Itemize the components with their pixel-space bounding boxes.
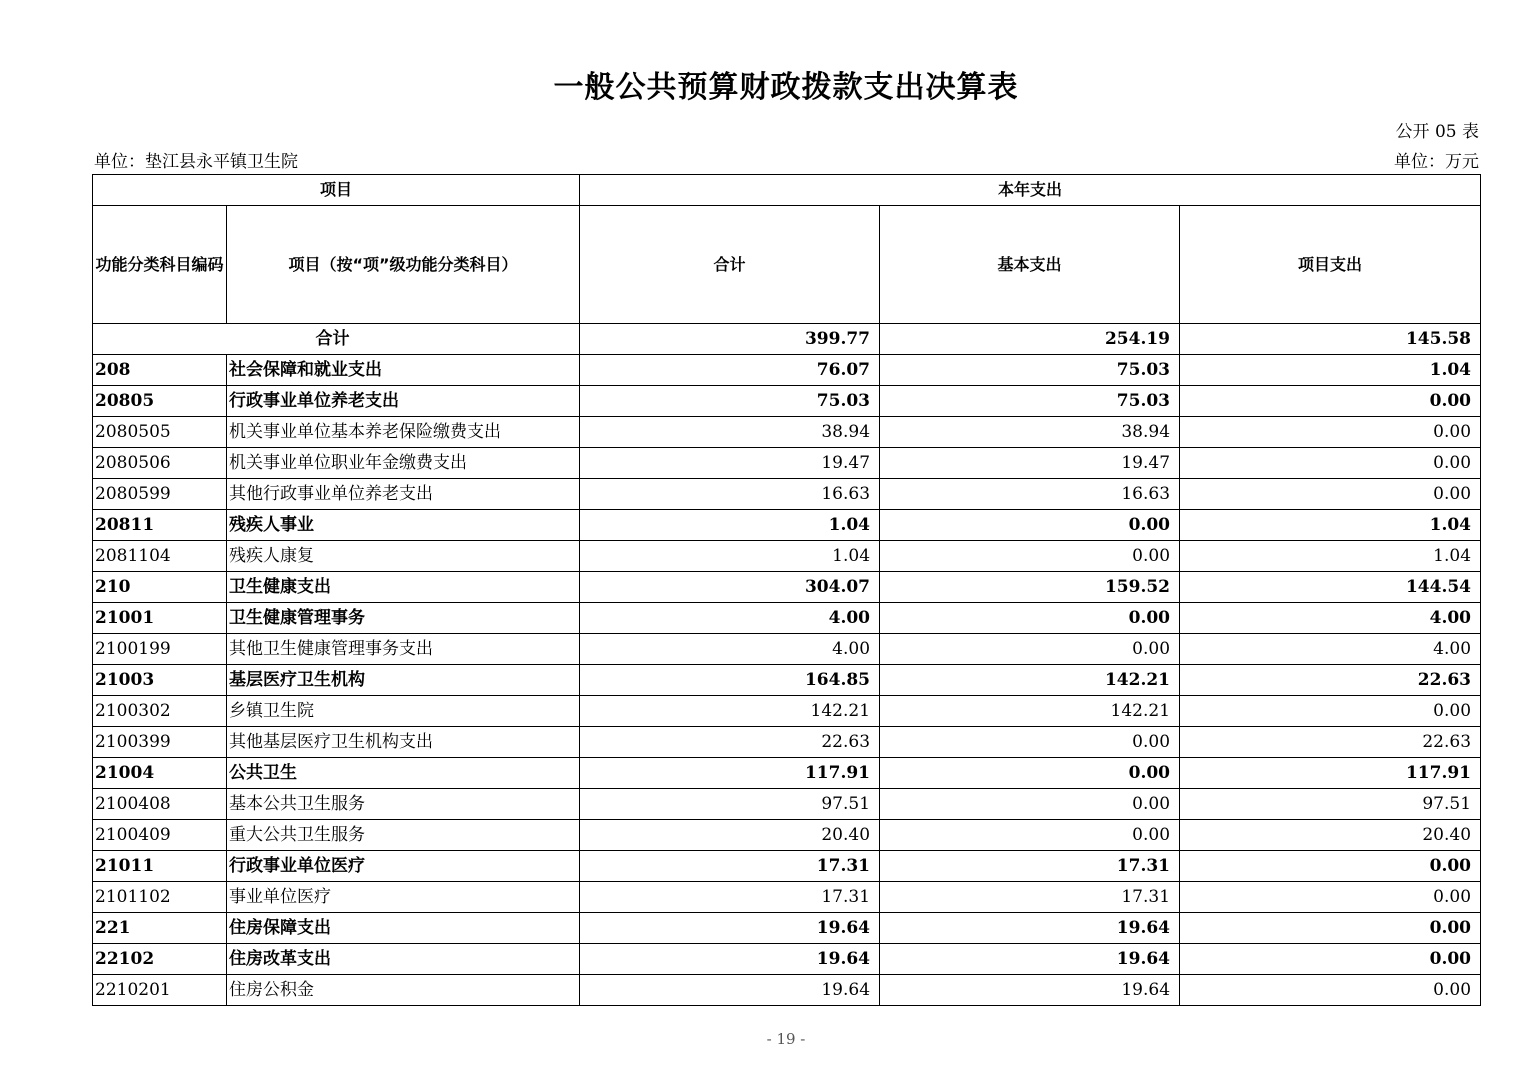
- row-name: 卫生健康管理事务: [227, 603, 580, 634]
- row-name: 残疾人事业: [227, 510, 580, 541]
- row-project: 4.00: [1180, 634, 1481, 665]
- row-total: 19.64: [580, 975, 880, 1006]
- row-total: 20.40: [580, 820, 880, 851]
- table-row: [93, 603, 1481, 634]
- row-total: 19.64: [580, 913, 880, 944]
- row-total: 304.07: [580, 572, 880, 603]
- table-row: [93, 820, 1481, 851]
- row-name: 基层医疗卫生机构: [227, 665, 580, 696]
- row-total: 97.51: [580, 789, 880, 820]
- row-name: 机关事业单位职业年金缴费支出: [227, 448, 580, 479]
- row-project: 0.00: [1180, 417, 1481, 448]
- table-row: [93, 913, 1481, 944]
- row-basic: 0.00: [880, 727, 1180, 758]
- row-total: 164.85: [580, 665, 880, 696]
- row-name: 基本公共卫生服务: [227, 789, 580, 820]
- row-total: 4.00: [580, 634, 880, 665]
- table-row: [93, 851, 1481, 882]
- row-code: 20811: [93, 510, 227, 541]
- row-project: 1.04: [1180, 510, 1481, 541]
- row-project: 117.91: [1180, 758, 1481, 789]
- row-code: 2101102: [93, 882, 227, 913]
- row-total: 76.07: [580, 355, 880, 386]
- row-total: 1.04: [580, 510, 880, 541]
- row-name: 重大公共卫生服务: [227, 820, 580, 851]
- row-project: 144.54: [1180, 572, 1481, 603]
- row-project: 0.00: [1180, 913, 1481, 944]
- row-basic: 19.64: [880, 913, 1180, 944]
- row-name: 行政事业单位养老支出: [227, 386, 580, 417]
- header-total: 合计: [580, 206, 880, 324]
- row-total: 16.63: [580, 479, 880, 510]
- row-project: 0.00: [1180, 944, 1481, 975]
- row-code: 2080505: [93, 417, 227, 448]
- row-name: 乡镇卫生院: [227, 696, 580, 727]
- table-row: [93, 417, 1481, 448]
- row-basic: 0.00: [880, 510, 1180, 541]
- row-project: 0.00: [1180, 448, 1481, 479]
- row-basic: 75.03: [880, 386, 1180, 417]
- row-code: 21003: [93, 665, 227, 696]
- row-basic: 0.00: [880, 758, 1180, 789]
- row-name: 事业单位医疗: [227, 882, 580, 913]
- row-code: 21004: [93, 758, 227, 789]
- row-project: 1.04: [1180, 355, 1481, 386]
- row-total: 4.00: [580, 603, 880, 634]
- row-name: 社会保障和就业支出: [227, 355, 580, 386]
- header-project: 项目: [93, 175, 580, 206]
- table-row: [93, 355, 1481, 386]
- page-number: - 19 -: [766, 1030, 806, 1048]
- budget-table: [92, 174, 1481, 1006]
- header-code: 功能分类科目编码: [93, 206, 227, 324]
- row-code: 2100409: [93, 820, 227, 851]
- row-total: 38.94: [580, 417, 880, 448]
- unit-organization: 单位：垫江县永平镇卫生院: [94, 152, 298, 172]
- row-project: 0.00: [1180, 851, 1481, 882]
- row-total: 142.21: [580, 696, 880, 727]
- table-row: [93, 634, 1481, 665]
- row-total: 22.63: [580, 727, 880, 758]
- total-row: [93, 324, 1481, 355]
- row-project: 0.00: [1180, 386, 1481, 417]
- total-project: 145.58: [1180, 324, 1481, 355]
- table-row: [93, 727, 1481, 758]
- row-code: 21011: [93, 851, 227, 882]
- table-row: [93, 510, 1481, 541]
- row-name: 住房改革支出: [227, 944, 580, 975]
- row-total: 17.31: [580, 851, 880, 882]
- row-project: 97.51: [1180, 789, 1481, 820]
- row-code: 210: [93, 572, 227, 603]
- row-code: 2080506: [93, 448, 227, 479]
- row-basic: 19.64: [880, 975, 1180, 1006]
- row-project: 1.04: [1180, 541, 1481, 572]
- table-row: [93, 665, 1481, 696]
- table-row: [93, 479, 1481, 510]
- total-sum: 399.77: [580, 324, 880, 355]
- table-row: [93, 696, 1481, 727]
- table-row: [93, 448, 1481, 479]
- row-code: 208: [93, 355, 227, 386]
- row-basic: 16.63: [880, 479, 1180, 510]
- table-body: [93, 324, 1481, 1006]
- row-code: 2081104: [93, 541, 227, 572]
- row-basic: 0.00: [880, 789, 1180, 820]
- row-total: 17.31: [580, 882, 880, 913]
- row-code: 21001: [93, 603, 227, 634]
- row-code: 22102: [93, 944, 227, 975]
- header-row-2: [93, 206, 1481, 324]
- row-total: 19.64: [580, 944, 880, 975]
- row-project: 22.63: [1180, 665, 1481, 696]
- page-title: 一般公共预算财政拨款支出决算表: [553, 70, 1019, 105]
- row-code: 2080599: [93, 479, 227, 510]
- table-row: [93, 386, 1481, 417]
- row-name: 机关事业单位基本养老保险缴费支出: [227, 417, 580, 448]
- form-code: 公开 05 表: [1395, 122, 1479, 142]
- header-basic: 基本支出: [880, 206, 1180, 324]
- total-label: 合计: [93, 324, 580, 355]
- row-basic: 75.03: [880, 355, 1180, 386]
- row-code: 2100302: [93, 696, 227, 727]
- header-project-expense: 项目支出: [1180, 206, 1481, 324]
- row-code: 2100408: [93, 789, 227, 820]
- table-row: [93, 572, 1481, 603]
- row-name: 其他卫生健康管理事务支出: [227, 634, 580, 665]
- row-name: 残疾人康复: [227, 541, 580, 572]
- row-project: 0.00: [1180, 975, 1481, 1006]
- row-code: 2100199: [93, 634, 227, 665]
- row-basic: 0.00: [880, 603, 1180, 634]
- header-name: 项目（按“项”级功能分类科目）: [227, 206, 580, 324]
- row-code: 2210201: [93, 975, 227, 1006]
- row-name: 公共卫生: [227, 758, 580, 789]
- row-code: 20805: [93, 386, 227, 417]
- table-row: [93, 758, 1481, 789]
- row-basic: 142.21: [880, 696, 1180, 727]
- row-code: 221: [93, 913, 227, 944]
- row-basic: 142.21: [880, 665, 1180, 696]
- row-basic: 17.31: [880, 851, 1180, 882]
- row-basic: 19.64: [880, 944, 1180, 975]
- row-basic: 0.00: [880, 820, 1180, 851]
- row-project: 0.00: [1180, 696, 1481, 727]
- row-code: 2100399: [93, 727, 227, 758]
- row-total: 117.91: [580, 758, 880, 789]
- table-row: [93, 789, 1481, 820]
- row-total: 1.04: [580, 541, 880, 572]
- row-name: 住房保障支出: [227, 913, 580, 944]
- table-row: [93, 944, 1481, 975]
- row-basic: 0.00: [880, 541, 1180, 572]
- table-row: [93, 882, 1481, 913]
- row-name: 卫生健康支出: [227, 572, 580, 603]
- row-basic: 19.47: [880, 448, 1180, 479]
- row-project: 0.00: [1180, 479, 1481, 510]
- row-project: 4.00: [1180, 603, 1481, 634]
- header-current-year: 本年支出: [580, 175, 1481, 206]
- row-project: 0.00: [1180, 882, 1481, 913]
- row-basic: 38.94: [880, 417, 1180, 448]
- row-name: 其他行政事业单位养老支出: [227, 479, 580, 510]
- row-name: 其他基层医疗卫生机构支出: [227, 727, 580, 758]
- header-row-1: [93, 175, 1481, 206]
- row-total: 75.03: [580, 386, 880, 417]
- unit-currency: 单位：万元: [1394, 152, 1479, 172]
- total-basic: 254.19: [880, 324, 1180, 355]
- row-name: 行政事业单位医疗: [227, 851, 580, 882]
- row-name: 住房公积金: [227, 975, 580, 1006]
- row-basic: 17.31: [880, 882, 1180, 913]
- row-total: 19.47: [580, 448, 880, 479]
- row-project: 20.40: [1180, 820, 1481, 851]
- table-row: [93, 975, 1481, 1006]
- row-basic: 159.52: [880, 572, 1180, 603]
- row-basic: 0.00: [880, 634, 1180, 665]
- table-row: [93, 541, 1481, 572]
- row-project: 22.63: [1180, 727, 1481, 758]
